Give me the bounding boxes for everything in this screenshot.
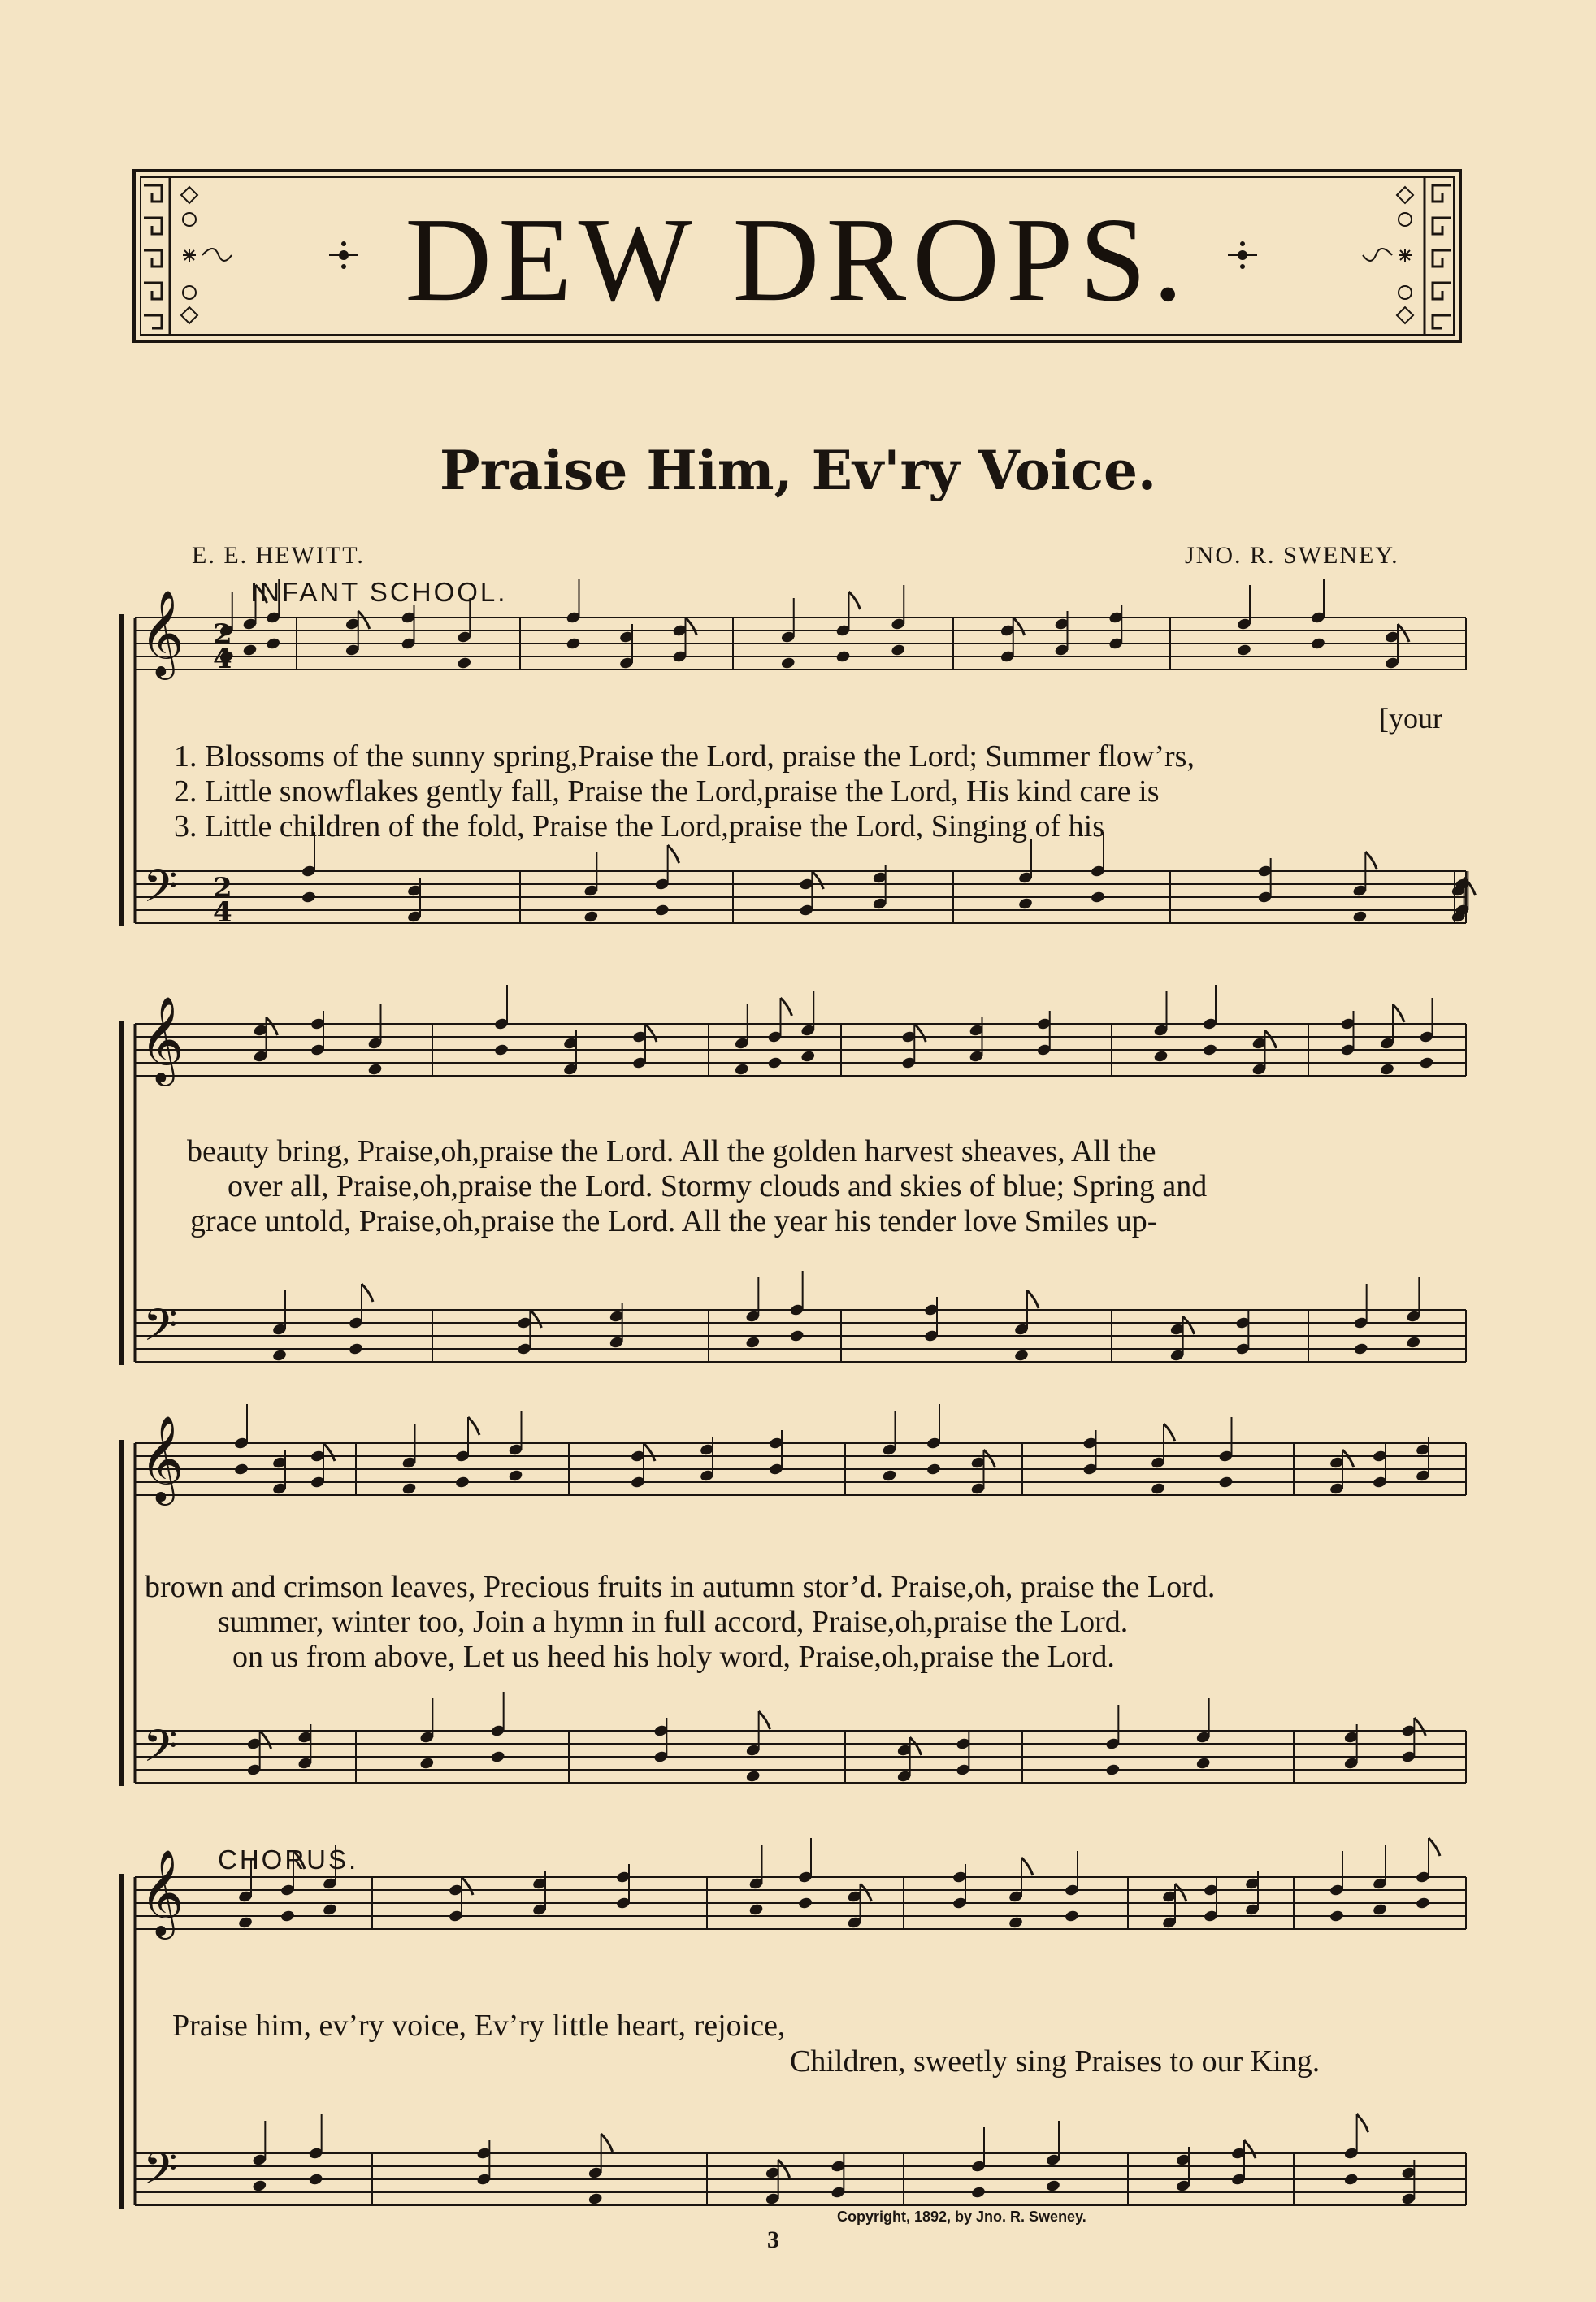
note-head bbox=[1329, 1910, 1344, 1923]
note-head bbox=[1372, 1903, 1387, 1917]
note-head bbox=[1419, 1056, 1434, 1070]
note-head bbox=[1310, 637, 1325, 651]
lyricist-credit: E. E. HEWITT. bbox=[192, 542, 365, 569]
note-head bbox=[1195, 1757, 1211, 1771]
bass-clef: 𝄢 bbox=[143, 1299, 178, 1362]
time-signature-top: 2 bbox=[213, 618, 232, 651]
note-head bbox=[508, 1469, 523, 1483]
note-head bbox=[301, 891, 316, 904]
lyric-continuation: [your bbox=[1379, 702, 1442, 735]
note-head bbox=[493, 1043, 509, 1057]
note-head bbox=[348, 1342, 363, 1356]
note-head bbox=[454, 1476, 470, 1489]
verse-1-line-3: brown and crimson leaves, Precious fruits in autumn stor’d. Praise,oh, praise the Lord. bbox=[145, 1570, 1216, 1604]
note-head bbox=[1202, 1043, 1217, 1057]
copyright-notice: Copyright, 1892, by Jno. R. Sweney. bbox=[837, 2209, 1086, 2225]
note-head bbox=[926, 1463, 941, 1476]
note-head bbox=[654, 904, 670, 917]
note-head bbox=[566, 637, 581, 651]
note-head bbox=[734, 1063, 749, 1077]
note-head bbox=[1406, 1336, 1421, 1350]
treble-clef: 𝄞 bbox=[140, 995, 184, 1082]
note-head bbox=[233, 1463, 249, 1476]
note-head bbox=[322, 1903, 337, 1917]
note-head bbox=[1013, 1349, 1029, 1363]
note-head bbox=[457, 657, 472, 670]
note-head bbox=[583, 910, 599, 924]
note-head bbox=[419, 1757, 435, 1771]
treble-clef: 𝄞 bbox=[140, 1849, 184, 1936]
note-head bbox=[280, 1910, 295, 1923]
note-head bbox=[1017, 897, 1033, 911]
time-signature-bottom: 4 bbox=[213, 643, 232, 675]
note-head bbox=[367, 1063, 383, 1077]
note-head bbox=[767, 1056, 783, 1070]
chorus-line-2: Children, sweetly sing Praises to our King. bbox=[790, 2044, 1321, 2079]
bass-clef: 𝄢 bbox=[143, 1720, 178, 1783]
note-head bbox=[308, 2173, 323, 2187]
note-head bbox=[835, 650, 851, 664]
bass-clef: 𝄢 bbox=[143, 861, 178, 923]
note-head bbox=[780, 657, 796, 670]
note-head bbox=[1379, 1063, 1394, 1077]
note-head bbox=[266, 637, 281, 651]
page-number: 3 bbox=[767, 2226, 779, 2253]
verse-1-line-2: beauty bring, Praise,oh,praise the Lord. All the golden harvest sheaves, All the bbox=[187, 1134, 1156, 1168]
time-signature-top: 2 bbox=[213, 872, 232, 904]
time-signature-bottom: 4 bbox=[213, 896, 232, 929]
note-head bbox=[401, 1482, 417, 1496]
song-title: Praise Him, Ev'ry Voice. bbox=[440, 439, 1156, 502]
note-head bbox=[252, 2179, 267, 2193]
chorus-label: CHORUS. bbox=[218, 1845, 359, 1875]
note-head bbox=[800, 1050, 816, 1064]
note-head bbox=[242, 644, 258, 657]
composer-credit: JNO. R. SWENEY. bbox=[1185, 542, 1399, 569]
chorus-line-1: Praise him, ev’ry voice, Ev’ry little heart, rejoice, bbox=[172, 2009, 786, 2043]
note-head bbox=[1352, 910, 1368, 924]
bass-clef: 𝄢 bbox=[143, 2143, 178, 2205]
banner-title: DEW DROPS. bbox=[405, 193, 1190, 327]
note-head bbox=[1236, 644, 1251, 657]
note-head bbox=[882, 1469, 897, 1483]
note-head bbox=[1064, 1910, 1079, 1923]
note-head bbox=[271, 1349, 287, 1363]
note-head bbox=[1150, 1482, 1165, 1496]
note-head bbox=[490, 1750, 505, 1764]
note-head bbox=[748, 1903, 764, 1917]
note-head bbox=[745, 1336, 761, 1350]
verse-2-line-2: over all, Praise,oh,praise the Lord. Stormy clouds and skies of blue; Spring and bbox=[228, 1169, 1208, 1203]
verse-3-line-2: grace untold, Praise,oh,praise the Lord. All the year his tender love Smiles up- bbox=[190, 1204, 1158, 1238]
verse-3-line-3: on us from above, Let us heed his holy word, Praise,oh,praise the Lord. bbox=[232, 1640, 1115, 1674]
verse-3-line-1: 3. Little children of the fold, Praise the Lord,praise the Lord, Singing of his bbox=[174, 809, 1105, 843]
treble-clef: 𝄞 bbox=[140, 589, 184, 676]
note-head bbox=[970, 2186, 986, 2200]
note-head bbox=[1353, 1342, 1368, 1356]
note-head bbox=[1343, 2173, 1359, 2187]
note-head bbox=[797, 1897, 813, 1910]
note-head bbox=[1045, 2179, 1060, 2193]
note-head bbox=[237, 1916, 253, 1930]
verse-2-line-3: summer, winter too, Join a hymn in full accord, Praise,oh,praise the Lord. bbox=[218, 1605, 1129, 1639]
note-head bbox=[891, 644, 906, 657]
note-head bbox=[745, 1770, 761, 1784]
note-head bbox=[1090, 891, 1105, 904]
note-head bbox=[789, 1329, 805, 1343]
treble-clef: 𝄞 bbox=[140, 1415, 184, 1502]
tempo-direction: INFANT SCHOOL. bbox=[250, 577, 508, 607]
verse-1-line-1: 1. Blossoms of the sunny spring,Praise the Lord, praise the Lord; Summer flow’rs, bbox=[174, 739, 1195, 774]
verse-2-line-1: 2. Little snowflakes gently fall, Praise the Lord,praise the Lord, His kind care is bbox=[174, 774, 1160, 809]
note-head bbox=[588, 2192, 603, 2206]
note-head bbox=[1218, 1476, 1234, 1489]
note-head bbox=[1008, 1916, 1023, 1930]
note-head bbox=[1105, 1763, 1121, 1777]
note-head bbox=[1415, 1897, 1430, 1910]
note-head bbox=[1153, 1050, 1169, 1064]
